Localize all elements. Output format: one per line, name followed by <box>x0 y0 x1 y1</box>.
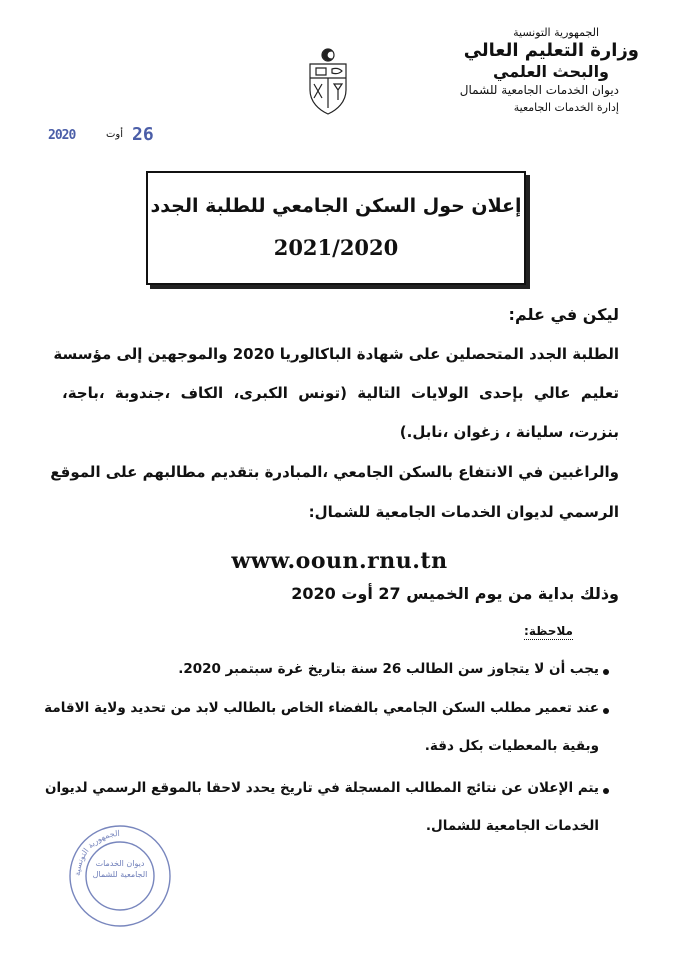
stamp-month: أوت <box>106 129 124 140</box>
note-1-line-1: يجب أن لا يتجاوز سن الطالب 26 سنة بتاريخ غرة سبتمبر 2020. <box>178 661 599 677</box>
body-line-2: تعليم عالي بإحدى الولايات التالية (تونس الكبرى، الكاف ،جندوبة ،باجة، <box>62 384 619 402</box>
note-2-line-2: وبقية بالمعطيات بكل دقة. <box>424 738 599 754</box>
office-name: ديوان الخدمات الجامعية للشمال <box>459 83 619 97</box>
academic-year: 2021/2020 <box>273 235 399 260</box>
body-line-5: الرسمي لديوان الخدمات الجامعية للشمال: <box>308 503 619 521</box>
department-name: إدارة الخدمات الجامعية <box>513 101 619 114</box>
note-2-line-1: عند تعمير مطلب السكن الجامعي بالفضاء الخاص بالطالب لابد من تحديد ولاية الاقامة <box>44 700 599 716</box>
body-line-3: بنزرت، سليانة ، زغوان ،نابل.) <box>399 423 619 441</box>
ministry-line-1: وزارة التعليم العالي <box>463 40 639 61</box>
intro-line: ليكن في علم: <box>508 305 619 324</box>
seal-center-text: ديوان الخدمات الجامعية للشمال <box>92 859 148 879</box>
title-box <box>146 171 526 285</box>
stamp-year: 2020 <box>48 128 76 143</box>
republic-label: الجمهورية التونسية <box>513 26 599 39</box>
stamp-day: 26 <box>132 124 154 145</box>
website-link[interactable]: www.ooun.rnu.tn <box>231 548 448 574</box>
announcement-title: إعلان حول السكن الجامعي للطلبة الجدد <box>150 195 522 217</box>
received-date-stamp <box>48 126 163 146</box>
official-seal-icon <box>66 822 174 930</box>
bullet-icon <box>603 669 609 675</box>
body-line-4: والراغبين في الانتفاع بالسكن الجامعي ،المبادرة بتقديم مطالبهم على الموقع <box>50 463 619 481</box>
notes-heading: ملاحظة: <box>524 624 573 638</box>
note-3-line-1: يتم الإعلان عن نتائج المطالب المسجلة في تاريخ يحدد لاحقا بالموقع الرسمي لديوان <box>44 780 599 796</box>
bullet-icon <box>603 708 609 714</box>
body-line-1: الطلبة الجدد المتحصلين على شهادة الباكالوريا 2020 والموجهين إلى مؤسسة <box>53 345 619 363</box>
letterhead <box>379 26 639 115</box>
ministry-line-2: والبحث العلمي <box>493 62 609 81</box>
seal-outer-text: الجمهورية التونسية <box>72 828 120 877</box>
coat-of-arms-icon <box>302 46 354 118</box>
note-3-line-2: الخدمات الجامعية للشمال. <box>425 818 599 834</box>
bullet-icon <box>603 788 609 794</box>
start-date-line: وذلك بداية من يوم الخميس 27 أوت 2020 <box>291 584 619 603</box>
